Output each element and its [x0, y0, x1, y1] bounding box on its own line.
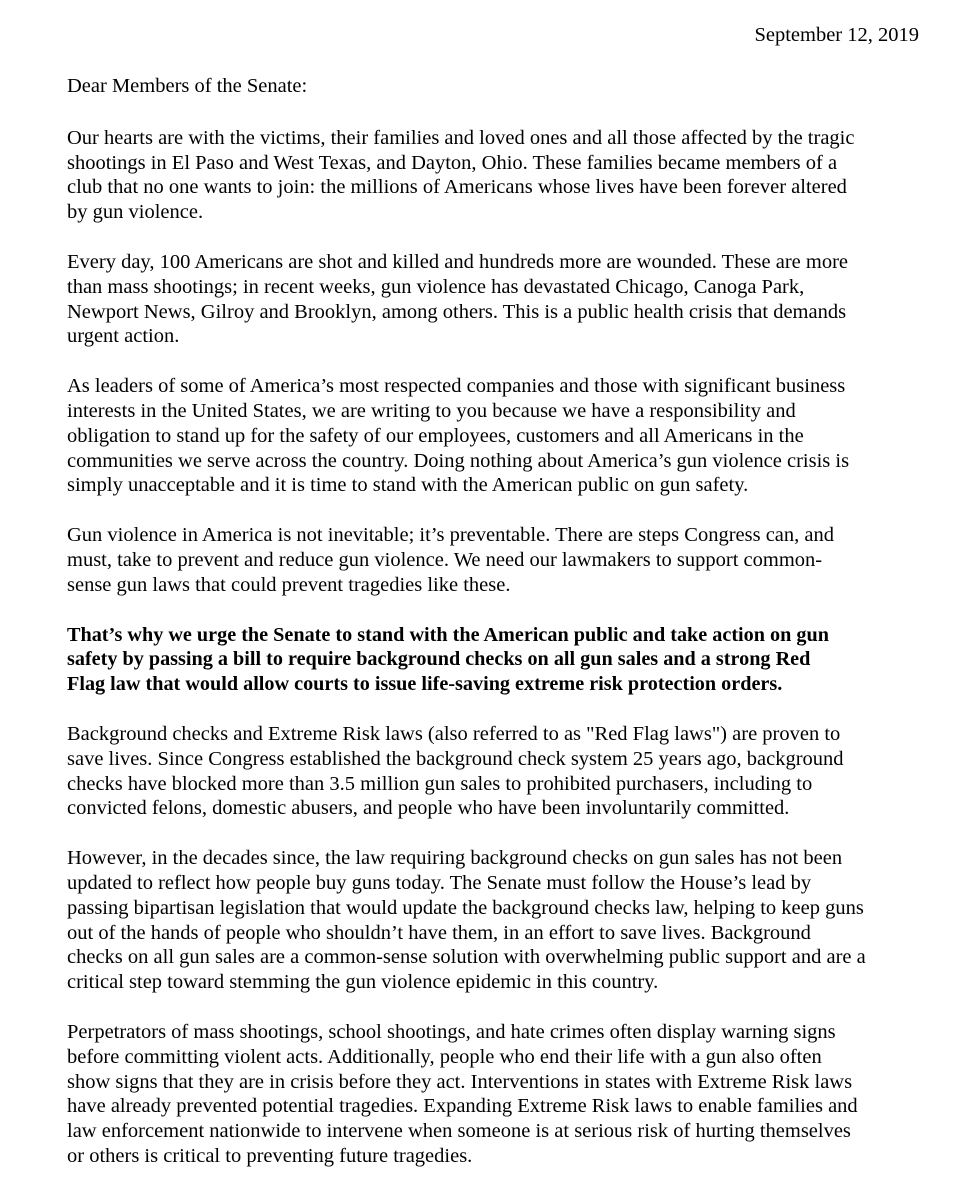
- paragraph-3: [67, 374, 929, 498]
- paragraph-line: than mass shootings; in recent weeks, gun violence has devastated Chicago, Canoga Park,: [67, 275, 805, 298]
- paragraph-line: Gun violence in America is not inevitable; it’s preventable. There are steps Congress can, and: [67, 524, 834, 547]
- call-to-action-paragraph: [67, 623, 929, 697]
- paragraph-line: out of the hands of people who shouldn’t have them, in an effort to save lives. Background: [67, 921, 811, 944]
- paragraph-2: [67, 250, 929, 349]
- paragraph-line: passing bipartisan legislation that would update the background checks law, helping to keep guns: [67, 896, 864, 919]
- paragraph-line: shootings in El Paso and West Texas, and Dayton, Ohio. These families became members of a: [67, 151, 838, 174]
- paragraph-line: interests in the United States, we are writing to you because we have a responsibility and: [67, 399, 796, 422]
- paragraph-line: critical step toward stemming the gun violence epidemic in this country.: [67, 971, 659, 994]
- paragraph-line: simply unacceptable and it is time to stand with the American public on gun safety.: [67, 474, 749, 497]
- paragraph-8: [67, 1020, 929, 1169]
- letter-date: September 12, 2019: [754, 24, 919, 46]
- paragraph-line: or others is critical to preventing future tragedies.: [67, 1144, 473, 1167]
- paragraph-line: Newport News, Gilroy and Brooklyn, among others. This is a public health crisis that demands: [67, 300, 847, 323]
- paragraph-line: show signs that they are in crisis before they act. Interventions in states with Extreme Risk laws: [67, 1070, 853, 1093]
- paragraph-line: communities we serve across the country. Doing nothing about America’s gun violence crisis is: [67, 449, 850, 472]
- paragraph-line: Background checks and Extreme Risk laws (also referred to as "Red Flag laws") are proven to: [67, 722, 841, 745]
- paragraph-line: That’s why we urge the Senate to stand with the American public and take action on gun: [67, 623, 829, 646]
- paragraph-6: [67, 722, 929, 821]
- paragraph-line: by gun violence.: [67, 201, 204, 224]
- paragraph-line: urgent action.: [67, 325, 180, 348]
- paragraph-line: law enforcement nationwide to intervene when someone is at serious risk of hurting themselves: [67, 1120, 851, 1143]
- paragraph-1: [67, 126, 929, 225]
- paragraph-line: Flag law that would allow courts to issue life-saving extreme risk protection orders.: [67, 673, 783, 696]
- paragraph-line: As leaders of some of America’s most respected companies and those with significant business: [67, 375, 846, 398]
- salutation: Dear Members of the Senate:: [67, 75, 308, 97]
- paragraph-line: sense gun laws that could prevent tragedies like these.: [67, 573, 511, 596]
- paragraph-line: updated to reflect how people buy guns today. The Senate must follow the House’s lead by: [67, 871, 812, 894]
- paragraph-line: Every day, 100 Americans are shot and killed and hundreds more are wounded. These are more: [67, 250, 849, 273]
- paragraph-4: [67, 523, 929, 597]
- paragraph-7: [67, 846, 929, 995]
- paragraph-line: However, in the decades since, the law requiring background checks on gun sales has not been: [67, 847, 843, 870]
- paragraph-line: save lives. Since Congress established the background check system 25 years ago, background: [67, 747, 844, 770]
- paragraph-line: must, take to prevent and reduce gun violence. We need our lawmakers to support common-: [67, 548, 823, 571]
- paragraph-line: have already prevented potential tragedies. Expanding Extreme Risk laws to enable families and: [67, 1095, 858, 1118]
- paragraph-line: checks on all gun sales are a common-sense solution with overwhelming public support and are a: [67, 946, 866, 969]
- paragraph-line: safety by passing a bill to require background checks on all gun sales and a strong Red: [67, 648, 811, 671]
- letter-body: [67, 74, 929, 1194]
- paragraph-line: obligation to stand up for the safety of our employees, customers and all Americans in the: [67, 424, 804, 447]
- paragraph-line: club that no one wants to join: the millions of Americans whose lives have been forever altered: [67, 176, 847, 199]
- paragraph-line: before committing violent acts. Additionally, people who end their life with a gun also often: [67, 1045, 822, 1068]
- paragraph-line: Perpetrators of mass shootings, school shootings, and hate crimes often display warning signs: [67, 1020, 836, 1043]
- paragraph-line: convicted felons, domestic abusers, and people who have been involuntarily committed.: [67, 797, 790, 820]
- paragraph-line: Our hearts are with the victims, their families and loved ones and all those affected by the tragic: [67, 126, 855, 149]
- paragraph-line: checks have blocked more than 3.5 million gun sales to prohibited purchasers, including to: [67, 772, 813, 795]
